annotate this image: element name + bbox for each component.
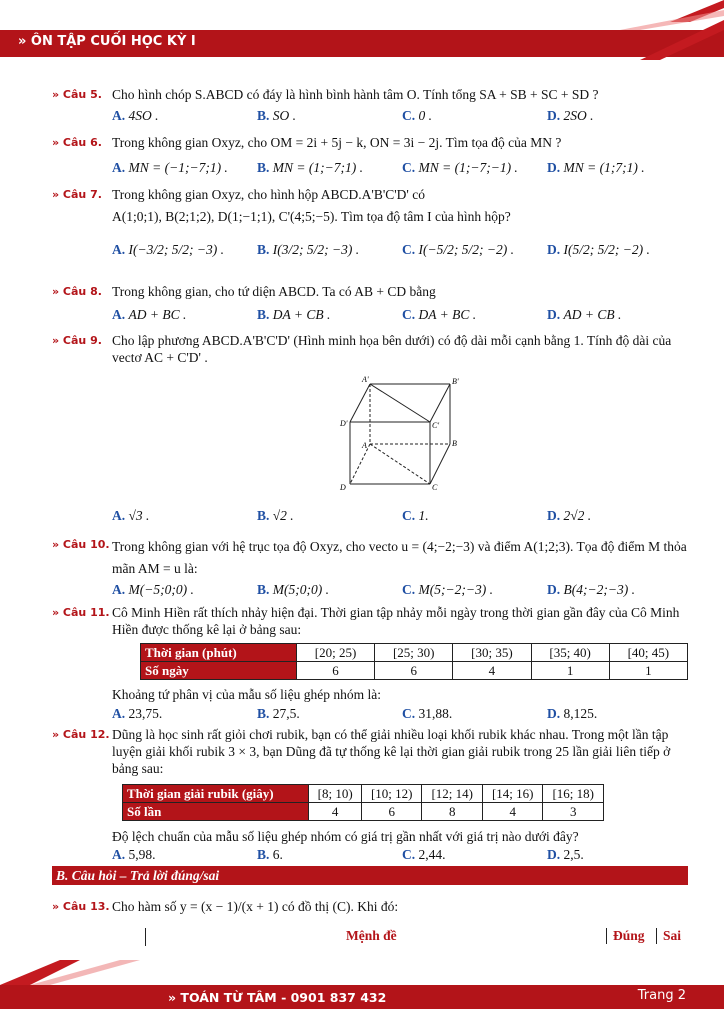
col-false: Sai [656, 928, 681, 944]
question-text: Trong không gian, cho tứ diện ABCD. Ta có AB + CD bằng [112, 284, 436, 299]
question-text: A(1;0;1), B(2;1;2), D(1;−1;1), C'(4;5;−5). Tìm tọa độ tâm I của hình hộp? [112, 209, 511, 224]
label-d1: D' [340, 419, 348, 428]
question-number: » Câu 11. [52, 606, 110, 619]
question-text: Trong không gian với hệ trục tọa độ Oxyz, cho vecto u = (4;−2;−3) và điểm A(1;2;3). Tọa độ điểm M thỏa mãn AM = u là: [112, 539, 687, 576]
label-c: C [432, 483, 438, 492]
question-number: » Câu 9. [52, 334, 102, 347]
time-table: Thời gian (phút) [20; 25) [25; 30) [30; 35) [35; 40) [40; 45) Số ngày 6 6 4 1 1 [140, 643, 688, 680]
question-number: » Câu 12. [52, 728, 110, 741]
question-number: » Câu 5. [52, 88, 102, 101]
answer-d: D. MN = (1;7;1) . [547, 160, 645, 175]
label-b: B [452, 439, 457, 448]
question-text: Dũng là học sinh rất giỏi chơi rubik, bạn có thể giải nhiều loại khối rubik khác nhau. Trong một lần tập luyện giải khối rubik 3 × 3, bạn Dũng đã tự thống kê lại thời gian giải rubik trong 25 lần giải liên tiếp ở bảng sau: [112, 727, 671, 776]
col-true: Đúng [606, 928, 645, 944]
question-text: Cho hàm số y = (x − 1)/(x + 1) có đồ thị (C). Khi đó: [112, 899, 399, 914]
answer-c: C. MN = (1;−7;−1) . [402, 160, 518, 175]
answer-b: B. 27,5. [257, 706, 300, 721]
footer-brand: » TOÁN TỪ TÂM - 0901 837 432 [168, 990, 387, 1005]
statement-header [145, 928, 690, 946]
answer-a: A. 4SO . [112, 108, 159, 123]
answer-b: B. I(3/2; 5/2; −3) . [257, 242, 360, 257]
question-text: Cô Minh Hiền rất thích nhảy hiện đại. Thời gian tập nhảy mỗi ngày trong thời gian gần đây của Cô Minh Hiền được thống kê lại ở bảng sau: [112, 605, 680, 637]
answer-a: A. M(−5;0;0) . [112, 582, 194, 597]
answer-b: B. M(5;0;0) . [257, 582, 329, 597]
question-text: Trong không gian Oxyz, cho hình hộp ABCD.A'B'C'D' có [112, 187, 425, 202]
answer-d: D. AD + CB . [547, 307, 622, 322]
answer-b: B. DA + CB . [257, 307, 331, 322]
answers-9 [112, 508, 692, 524]
answer-a: A. 5,98. [112, 847, 156, 862]
question-text: Cho lập phương ABCD.A'B'C'D' (Hình minh họa bên dưới) có độ dài mỗi cạnh bằng 1. Tính độ dài của vectơ AC + C'D' . [112, 333, 672, 365]
col-statement: Mệnh đề [346, 928, 397, 943]
answer-d: D. 8,125. [547, 706, 598, 721]
page-number: Trang 2 [637, 988, 686, 1003]
answer-d: D. 2,5. [547, 847, 584, 862]
question-number: » Câu 10. [52, 538, 110, 551]
question-text: Trong không gian Oxyz, cho OM = 2i + 5j − k, ON = 3i − 2j. Tìm tọa độ của MN ? [112, 135, 562, 150]
answer-d: D. B(4;−2;−3) . [547, 582, 635, 597]
question-number: » Câu 8. [52, 285, 102, 298]
cube-figure [330, 372, 470, 494]
label-c1: C' [432, 421, 440, 430]
question-number: » Câu 13. [52, 900, 110, 913]
answers-7 [112, 242, 692, 258]
answer-c: C. 2,44. [402, 847, 446, 862]
answer-c: C. 31,88. [402, 706, 453, 721]
label-b1: B' [452, 377, 459, 386]
rubik-table: Thời gian giải rubik (giây) [8; 10) [10; 12) [12; 14) [14; 16) [16; 18) Số lần 4 6 8 4 3 [122, 784, 604, 821]
label-a1: A' [362, 375, 369, 384]
answer-b: B. √2 . [257, 508, 294, 523]
label-d: D [340, 483, 346, 492]
answer-c: C. DA + BC . [402, 307, 477, 322]
answer-d: D. I(5/2; 5/2; −2) . [547, 242, 650, 257]
answer-a: A. MN = (−1;−7;1) . [112, 160, 228, 175]
answer-a: A. AD + BC . [112, 307, 187, 322]
question-text: Cho hình chóp S.ABCD có đáy là hình bình hành tâm O. Tính tổng SA + SB + SC + SD ? [112, 87, 599, 102]
question-12-ask: Độ lệch chuẩn của mẫu số liệu ghép nhóm có giá trị gần nhất với giá trị nào dưới đây? [112, 829, 579, 844]
question-number: » Câu 6. [52, 136, 102, 149]
question-number: » Câu 7. [52, 188, 102, 201]
answer-b: B. 6. [257, 847, 283, 862]
answers-11 [112, 706, 692, 722]
answer-b: B. MN = (1;−7;1) . [257, 160, 363, 175]
answers-10 [112, 582, 692, 598]
answers-12 [112, 847, 692, 863]
answer-a: A. I(−3/2; 5/2; −3) . [112, 242, 224, 257]
answer-b: B. SO . [257, 108, 297, 123]
answer-c: C. 1. [402, 508, 429, 523]
answer-c: C. 0 . [402, 108, 432, 123]
question-11-ask: Khoảng tứ phân vị của mẫu số liệu ghép nhóm là: [112, 687, 382, 702]
answer-d: D. 2SO . [547, 108, 594, 123]
label-a: A [362, 441, 367, 450]
answers-6 [112, 160, 692, 176]
header-title: » ÔN TẬP CUỐI HỌC KỲ I [18, 34, 196, 49]
answer-c: C. M(5;−2;−3) . [402, 582, 493, 597]
header-decoration [600, 0, 724, 60]
answer-a: A. √3 . [112, 508, 150, 523]
answer-c: C. I(−5/2; 5/2; −2) . [402, 242, 514, 257]
answer-d: D. 2√2 . [547, 508, 592, 523]
section-b-title: B. Câu hỏi – Trả lời đúng/sai [52, 866, 688, 885]
answers-5 [112, 108, 692, 124]
answers-8 [112, 307, 692, 323]
answer-a: A. 23,75. [112, 706, 163, 721]
